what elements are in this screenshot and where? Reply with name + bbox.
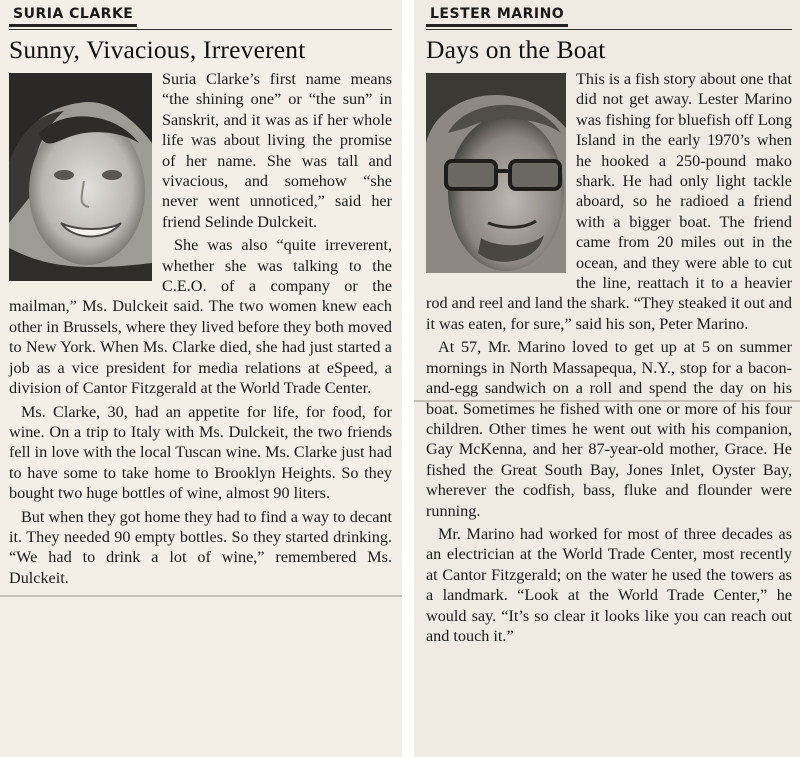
paper-fold-line [414, 400, 800, 402]
portrait-photo-image [426, 73, 566, 273]
name-tag: SURIA CLARKE [9, 3, 137, 27]
divider [9, 29, 392, 30]
portrait-photo [9, 73, 152, 281]
paper-fold-line [0, 595, 402, 597]
paragraph: Ms. Clarke, 30, had an appetite for life, for food, for wine. On a trip to Italy with Ms. Dulckeit, the two friends fell in love with the local Tuscan wine. Ms. Clarke just had to have some to take home to Brooklyn Heights. So they bought two huge bottles of wine, almost 90 liters. [9, 402, 392, 503]
name-tag: LESTER MARINO [426, 3, 568, 27]
article-body [9, 69, 392, 588]
paragraph: She was also “quite irreverent, whether she was talking to the C.E.O. of a company or the mailman,” Ms. Dulckeit said. The two women knew each other in Brussels, where they lived before they both moved to New York. When Ms. Clarke died, she had just started a job as a vice president for media relations at eSpeed, a division of Cantor Fitzgerald at the World Trade Center. [9, 236, 393, 398]
headline: Days on the Boat [426, 35, 606, 64]
portrait-photo-image [9, 73, 152, 281]
paragraph: At 57, Mr. Marino loved to get up at 5 on summer mornings in North Massapequa, N.Y., stop for a bacon-and-egg sandwich on a roll and spend the day on his boat. Sometimes he fished with one or more of his four children. Other times he went out with his companion, Gay McKenna, and her 87-year-old mother, Grace. He fished the Great South Bay, Jones Inlet, Oyster Bay, wherever the codfish, bass, fluke and flounder were running. [426, 338, 792, 520]
divider [426, 29, 792, 30]
portrait-photo [426, 73, 566, 273]
obituary-clipping-lester-marino [414, 0, 800, 757]
paragraph: But when they got home they had to find a way to decant it. They needed 90 empty bottles. So they started drinking. “We had to drink a lot of wine,” remembered Ms. Dulckeit. [9, 507, 392, 587]
article-body [426, 69, 792, 646]
paragraph: Mr. Marino had worked for most of three decades as an electrician at the World Trade Center, most recently at Cantor Fitzgerald; on the water he used the towers as a landmark. “Look at the World Trade Center,” he would say. “It’s so clear it looks like you can reach out and touch it.” [426, 524, 792, 645]
paragraph: This is a fish story about one that did not get away. Lester Marino was fishing for bluefish off Long Island in the early 1970’s when he hooked a 250-pound mako shark. He had only light tackle aboard, so he radioed a friend with a bigger boat. The friend came from 20 miles out in the ocean, and they were able to cut the line, reattach it to a heavier rod and reel and land the shark. “They steaked it out and it was eaten, for sure,” said his son, Peter Marino. [426, 70, 792, 333]
paragraph: Suria Clarke’s first name means “the shining one” or “the sun” in Sanskrit, and it was as if her whole life was about living the promise of her name. She was tall and vivacious, and somehow “she never went unnoticed,” said her friend Selinde Dulckeit. [162, 70, 392, 231]
headline: Sunny, Vivacious, Irreverent [9, 35, 306, 64]
